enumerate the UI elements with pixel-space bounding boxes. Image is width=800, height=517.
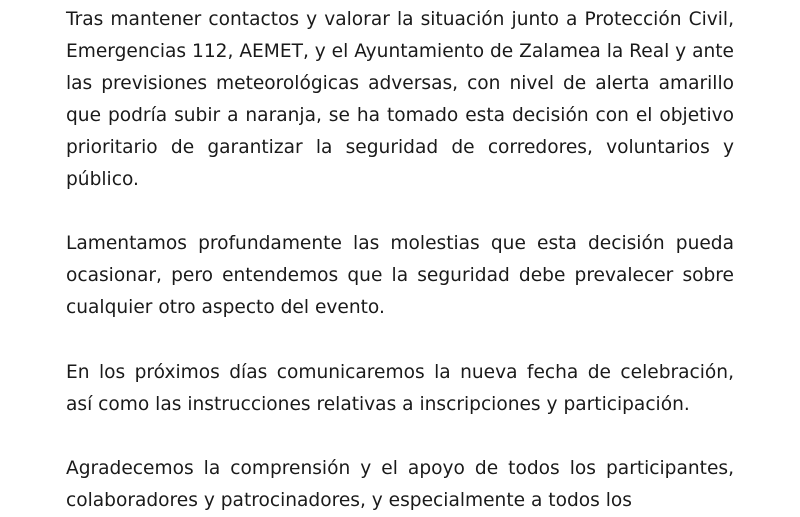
paragraph-safety-decision: Tras mantener contactos y valorar la situación junto a Protección Civil, Emergencias 112, AEMET, y el Ayuntamiento de Zalamea la Real y ante las previsiones meteorológicas adversas, con nivel de alerta amarillo que podría subir a naranja, se ha tomado esta decisión con el objetivo prioritario de garantizar la seguridad de corredores, voluntarios y público. (66, 9, 734, 190)
paragraph-thanks: Agradecemos la comprensión y el apoyo de todos los participantes, colaboradores y patrocinadores, y especialmente a todos los (66, 458, 734, 511)
paragraph-new-date: En los próximos días comunicaremos la nueva fecha de celebración, así como las instrucciones relativas a inscripciones y participación. (66, 362, 734, 415)
paragraph-apology: Lamentamos profundamente las molestias que esta decisión pueda ocasionar, pero entendemos que la seguridad debe prevalecer sobre cualquier otro aspecto del evento. (66, 233, 734, 318)
